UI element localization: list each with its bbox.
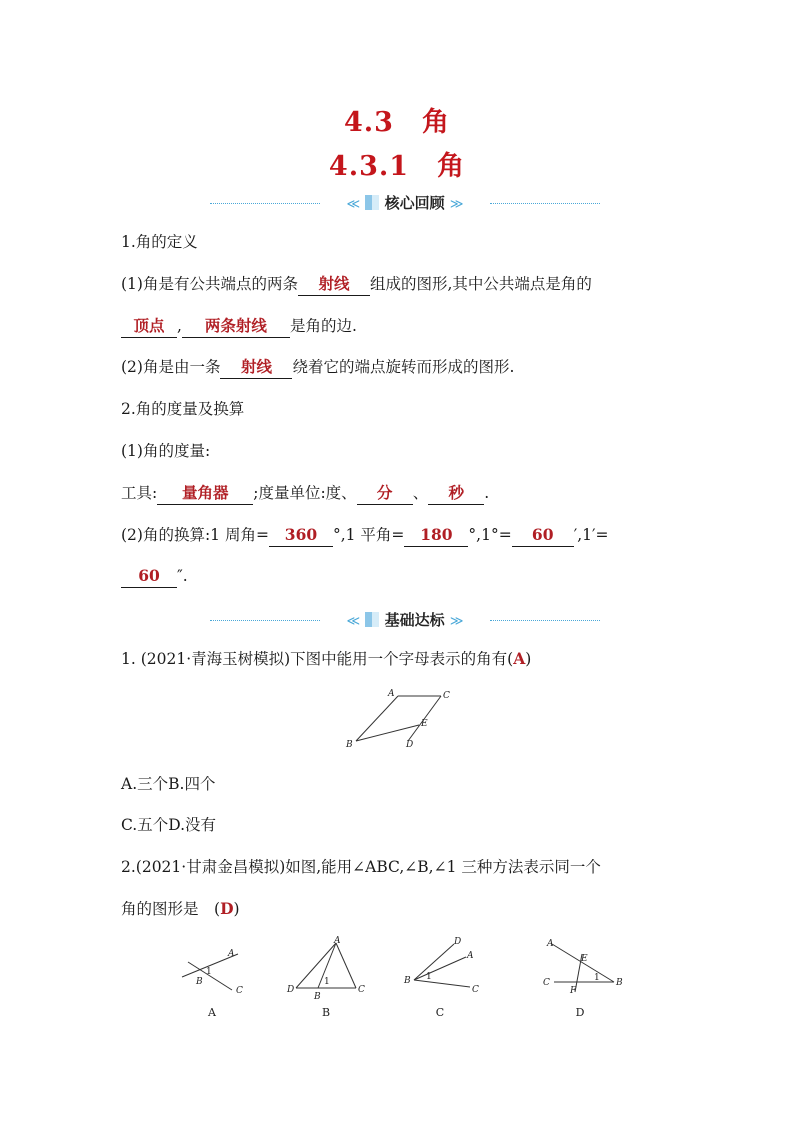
review-line-1: (1)角是有公共端点的两条 射线 组成的图形,其中公共端点是角的: [121, 273, 592, 296]
answer-blank: 量角器: [157, 482, 253, 505]
answer-blank: 360: [269, 524, 333, 547]
point-label: E: [581, 954, 588, 964]
figure-caption: D: [575, 1006, 585, 1019]
review-line-7: 60 ″.: [121, 565, 188, 588]
question-2-stem-line-2: 角的图形是 (D): [121, 899, 240, 918]
book-icon: [365, 195, 379, 210]
review-line-3: (2)角是由一条 射线 绕着它的端点旋转而形成的图形.: [121, 356, 514, 379]
point-label: D: [406, 740, 414, 750]
point-label: D: [287, 985, 295, 995]
point-label: A: [334, 936, 341, 946]
point-label: A: [388, 689, 395, 699]
figure-caption: C: [435, 1006, 445, 1019]
question-1-figure: [340, 685, 460, 750]
review-line-6: (2)角的换算:1 周角= 360 °,1 平角= 180 °,1°= 60 ′,1′=: [121, 524, 609, 547]
section-label: 核心回顾: [384, 194, 445, 212]
answer-blank: 射线: [298, 273, 370, 296]
question-1-options-cd: C.五个D.没有: [121, 816, 217, 834]
lesson-title: 4.3 角: [344, 107, 450, 138]
point-label: C: [236, 986, 243, 996]
angle-label: 1: [206, 967, 212, 977]
section-banner-review: [210, 192, 600, 214]
review-heading-2: 2.角的度量及换算: [121, 400, 245, 418]
review-heading-1: 1.角的定义: [121, 233, 198, 251]
point-label: B: [616, 978, 623, 988]
question-2-answer: D: [220, 899, 234, 918]
lesson-subtitle: 4.3.1 角: [328, 151, 466, 182]
angle-label: 1: [594, 973, 600, 983]
point-label: B: [196, 977, 203, 987]
figure-caption: B: [321, 1006, 331, 1019]
answer-blank: 两条射线: [182, 315, 290, 338]
chevron-right-icon: ≫: [449, 197, 464, 212]
angle-label: 1: [324, 977, 330, 987]
answer-blank: 射线: [220, 356, 292, 379]
point-label: C: [443, 691, 450, 701]
question-2-stem-line-1: 2.(2021·甘肃金昌模拟)如图,能用∠ABC,∠B,∠1 三种方法表示同一个: [121, 858, 601, 876]
section-label: 基础达标: [384, 611, 445, 629]
point-label: A: [547, 939, 554, 949]
review-line-4: (1)角的度量:: [121, 442, 211, 460]
point-label: C: [358, 985, 365, 995]
figure-caption: A: [208, 1006, 216, 1019]
point-label: A: [467, 951, 474, 961]
point-label: C: [472, 985, 479, 995]
point-label: B: [346, 740, 353, 750]
point-label: D: [454, 937, 462, 947]
review-line-5: 工具: 量角器 ;度量单位:度、 分 、 秒 .: [121, 482, 489, 505]
point-label: C: [543, 978, 550, 988]
question-1-answer: A: [513, 649, 526, 668]
book-icon: [365, 612, 379, 627]
chevron-left-icon: ≪: [346, 197, 361, 212]
question-1-stem: 1. (2021·青海玉树模拟)下图中能用一个字母表示的角有(A): [121, 649, 532, 668]
point-label: F: [570, 986, 577, 996]
point-label: E: [421, 719, 428, 729]
answer-blank: 60: [121, 565, 177, 588]
review-line-2: 顶点 , 两条射线 是角的边.: [121, 315, 357, 338]
answer-blank: 分: [357, 482, 413, 505]
answer-blank: 顶点: [121, 315, 177, 338]
point-label: B: [404, 976, 411, 986]
chevron-left-icon: ≪: [346, 614, 361, 629]
question-1-options-ab: A.三个B.四个: [121, 775, 216, 793]
section-banner-basics: [210, 609, 600, 631]
question-2-figures: [170, 932, 630, 1022]
answer-blank: 60: [512, 524, 574, 547]
chevron-right-icon: ≫: [449, 614, 464, 629]
angle-label: 1: [426, 972, 432, 982]
point-label: B: [314, 992, 321, 1002]
answer-blank: 180: [404, 524, 468, 547]
point-label: A: [228, 949, 235, 959]
answer-blank: 秒: [428, 482, 484, 505]
